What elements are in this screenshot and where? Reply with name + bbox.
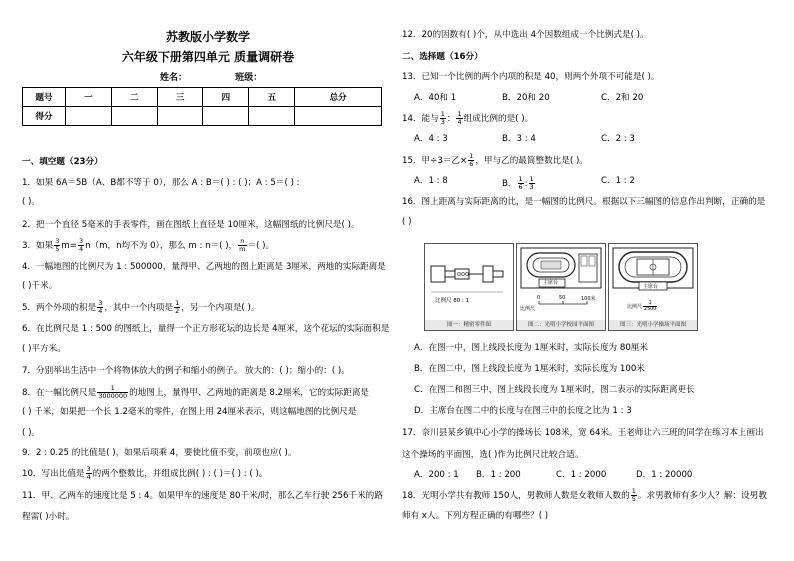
- q8-text: 8．在一幅比例尺是: [22, 388, 97, 398]
- score-table-header-row: [23, 88, 382, 107]
- fraction-denominator: 2: [175, 307, 180, 315]
- fraction-denominator: 3000000: [98, 392, 128, 400]
- q14-text: 14．能与: [402, 114, 439, 124]
- section-multiple-choice: 二、选择题（16分）: [402, 52, 483, 62]
- score-cell[interactable]: [203, 107, 249, 126]
- question-10: [22, 466, 267, 481]
- figure-3-scale: [627, 301, 658, 312]
- fraction-numerator: 1: [457, 110, 462, 118]
- fraction-numerator: 1: [518, 175, 523, 183]
- option-c[interactable]: C．2 : 3: [601, 134, 635, 144]
- figure-1-caption: 图一：精密零件图: [425, 320, 513, 330]
- q10-text: 的两个整数比，并组成比例( ) : ( )＝( ) : ( )。: [92, 469, 268, 479]
- question-5: [22, 300, 259, 315]
- option-c[interactable]: C．1 : 2: [601, 176, 635, 186]
- question-2: 2．把一个直径 5毫米的手表零件，画在图纸上直径是 10厘米，这幅图纸的比例尺是( )。: [22, 220, 360, 230]
- question-6-line-1: 6．在比例尺是 1 : 500 的图纸上，量得一个正方形花坛的边长是 4厘米，这个花坛的实际面积是: [22, 324, 390, 334]
- fraction: [643, 301, 657, 312]
- fraction: [631, 488, 637, 503]
- q8-text: 的地图上，量得甲、乙两地的距离是 8.2厘米，它的实际距离是: [129, 388, 370, 398]
- q5-text: 5．两个外项的积是: [22, 303, 97, 313]
- q15-text: ，甲与乙的最简整数比是( )。: [475, 156, 588, 166]
- fraction-denominator: 5: [55, 245, 60, 253]
- fraction-numerator: 3: [78, 237, 84, 245]
- fraction-denominator: m: [239, 245, 246, 253]
- score-header: 一: [66, 88, 112, 107]
- doc-title: 苏教版小学数学: [165, 30, 250, 44]
- option-c[interactable]: C．1 : 2000: [556, 470, 607, 480]
- fraction-numerator: 1: [529, 175, 534, 183]
- question-8-line-2: ( ) 千米，如果把一个长 1.2毫米的零件，在图上用 24厘米表示，则这幅地图的比例尺是: [22, 407, 357, 417]
- question-4-line-2: ( )千米。: [22, 281, 58, 291]
- fraction-denominator: 4: [78, 245, 84, 253]
- q3-text: ＝( )。: [247, 241, 275, 251]
- fraction-numerator: n: [238, 238, 246, 246]
- figure-2-caption: 图二：光明小学校园平面图: [517, 320, 605, 330]
- score-table: [22, 87, 382, 126]
- fraction: [468, 153, 474, 168]
- option-a[interactable]: A．40和 1: [414, 93, 457, 103]
- score-cell[interactable]: [157, 107, 203, 126]
- name-class-line: [160, 70, 262, 83]
- q5-text: ，另一个内项是( )。: [181, 303, 260, 313]
- question-16-option-c[interactable]: C．在图二和图三中，图上线段长度为 1厘米时，图二表示的实际距离更长: [414, 385, 695, 395]
- question-12: 12．20的因数有( )个，从中选出 4个因数组成一个比例式是( )。: [402, 30, 649, 40]
- figure-3-caption: 图三：光明小学操场平面图: [609, 320, 697, 330]
- score-header: 五: [249, 88, 295, 107]
- q3-text: m=: [61, 241, 77, 251]
- fraction: [518, 176, 524, 191]
- name-label: 姓名：: [160, 73, 188, 83]
- option-b[interactable]: B．3 : 4: [502, 134, 536, 144]
- fraction-numerator: 1: [97, 385, 128, 393]
- option-b-label: B．: [502, 179, 517, 189]
- fraction-numerator: 1: [440, 110, 445, 118]
- figure-2-scale: 比例尺: [520, 306, 536, 312]
- fraction: [529, 176, 535, 191]
- fraction: [440, 111, 446, 126]
- question-16-option-d[interactable]: D．主席台在图二中的长度与在图三中的长度之比为 1 : 3: [414, 406, 632, 416]
- q14-text: ：: [446, 114, 456, 124]
- section-fill-blank: 一、填空题（23分）: [22, 157, 103, 167]
- option-b[interactable]: B．20和 20: [502, 93, 550, 103]
- question-17-line-1: 17．奈川县某乡镇中心小学的操场长 108米，宽 64米。王老师让六三班的同学在练习本上画出: [402, 428, 764, 438]
- figure-2-tick: 0: [537, 295, 541, 301]
- fraction: [97, 300, 103, 315]
- q3-text: 3．如果: [22, 241, 54, 251]
- question-8-line-1: [22, 385, 369, 400]
- question-9: 9．2 : 0.25 的比值是( )，如果后项乘 4，要使比值不变，前项也应( )。: [22, 448, 297, 458]
- question-18-line-1: [402, 488, 767, 503]
- fraction-numerator: 1: [469, 152, 474, 160]
- question-1-line-2: ( )。: [22, 197, 41, 207]
- score-cell[interactable]: [111, 107, 157, 126]
- figure-3-stage-label: 主席台: [643, 284, 659, 290]
- score-cell[interactable]: [66, 107, 112, 126]
- fraction-denominator: 3: [440, 118, 445, 126]
- figure-2-stage-label: 主席台: [543, 280, 559, 286]
- figure-2-campus-plan: [516, 243, 606, 331]
- fraction-denominator: 3: [529, 183, 534, 191]
- precision-part-drawing: [425, 244, 513, 320]
- score-header: 题号: [23, 88, 66, 107]
- option-d[interactable]: D．1 : 20000: [636, 470, 693, 480]
- question-11-line-1: 11．甲、乙两车的速度比是 5 : 4。如果甲车的速度是 80千米/时，那么乙车行驶 256千米的路: [22, 491, 383, 501]
- question-14: [402, 111, 533, 126]
- fraction-numerator: 1: [643, 301, 657, 307]
- question-15: [402, 153, 588, 168]
- fraction: [456, 111, 462, 126]
- figure-2-tick: 50: [559, 295, 566, 301]
- score-header: 四: [203, 88, 249, 107]
- figure-1-precision-part: [424, 243, 514, 331]
- score-row-label: 得分: [23, 107, 66, 126]
- option-b[interactable]: B． $\frac{1}{6}$ : $\frac{1}{3}$: [502, 175, 534, 191]
- fraction-denominator: 4: [457, 118, 462, 126]
- score-cell[interactable]: [295, 107, 382, 126]
- question-7: 7．分别举出生活中一个将物体放大的例子和缩小的例子。 放大的：( )；缩小的：( )。: [22, 366, 350, 376]
- question-17-line-2: 这个操场的平面图，选( )作为比例尺比较合适。: [402, 450, 584, 460]
- fraction-denominator: 6: [469, 160, 474, 168]
- question-8-line-3: ( )。: [22, 428, 41, 438]
- q10-text: 10．写出比值是: [22, 469, 85, 479]
- fraction-numerator: 3: [55, 237, 60, 245]
- option-b[interactable]: B．1 : 200: [476, 470, 521, 480]
- score-header: 三: [157, 88, 203, 107]
- question-16-option-a[interactable]: A．在图一中，图上线段长度为 1厘米时，实际长度为 80厘米: [414, 343, 648, 353]
- fraction: [238, 238, 246, 253]
- question-16-line-2: ( ): [402, 217, 412, 227]
- fraction-numerator: 3: [86, 465, 91, 473]
- question-18-line-2: 师有 x人。下列方程正确的有哪些？( ): [402, 511, 549, 521]
- question-3: [22, 238, 274, 253]
- class-label: 班级：: [235, 73, 263, 83]
- q18-text: 18．光明小学共有教师 150人，男教师人数是女教师人数的: [402, 491, 630, 501]
- doc-subtitle: 六年级下册第四单元 质量调研卷: [121, 50, 295, 64]
- fraction-denominator: 4: [98, 307, 103, 315]
- fraction-numerator: 1: [631, 487, 636, 495]
- question-16-option-b[interactable]: B．在图二中，图上线段长度为 1厘米时，实际长度为 100米: [414, 364, 645, 374]
- q3-text: n（m，n均不为 0），那么 m : n＝( )，: [85, 241, 238, 251]
- score-table-score-row: [23, 107, 382, 126]
- fraction: [97, 385, 128, 400]
- score-header: 二: [111, 88, 157, 107]
- figure-3-playground-plan: [608, 243, 698, 331]
- question-13: 13．已知一个比例的两个内项的积是 40，则两个外项不可能是( )。: [402, 72, 660, 82]
- fraction: [54, 238, 60, 253]
- fraction: [174, 300, 180, 315]
- q5-text: ，其中一个内项是: [104, 303, 174, 313]
- fraction-denominator: 5: [631, 495, 636, 503]
- fraction-numerator: 1: [175, 299, 180, 307]
- fraction-denominator: 4: [86, 473, 91, 481]
- fraction: [78, 238, 84, 253]
- figure-3-scale-label: 比例尺: [627, 304, 643, 310]
- question-11-line-2: 程需( )小时。: [22, 512, 75, 522]
- option-c[interactable]: C．2和 20: [601, 93, 644, 103]
- figure-2-tick: 100米: [581, 296, 596, 302]
- fraction: [86, 466, 92, 481]
- score-header: 总分: [295, 88, 382, 107]
- question-6-line-2: ( )平方米。: [22, 344, 66, 354]
- question-1-line-1: 1．如果 6A＝5B（A、B都不等于 0），那么 A : B＝( ) : ( )；A : 5＝( ) :: [22, 178, 300, 188]
- fraction-denominator: 6: [518, 183, 523, 191]
- q14-text: 组成比例的是( )。: [463, 114, 534, 124]
- question-4-line-1: 4．一幅地图的比例尺为 1 : 500000，量得甲、乙两地的图上距离是 3厘米，两地的实际距离是: [22, 262, 386, 272]
- q18-text: 。求男教师有多少人？解：设男教: [637, 491, 767, 501]
- option-a[interactable]: A．200 : 1: [414, 470, 459, 480]
- option-a[interactable]: A．4 : 3: [414, 134, 448, 144]
- option-a[interactable]: A．1 : 8: [414, 176, 448, 186]
- fraction-denominator: 2500: [644, 307, 657, 312]
- score-cell[interactable]: [249, 107, 295, 126]
- question-16-line-1: 16．图上距离与实际距离的比，是一幅图的比例尺。根据以下三幅图的信息作出判断，正确的是: [402, 197, 766, 207]
- fraction-numerator: 3: [98, 299, 103, 307]
- figure-1-scale: 比例尺 80 : 1: [435, 298, 470, 304]
- q15-text: 15．甲÷3＝乙×: [402, 156, 468, 166]
